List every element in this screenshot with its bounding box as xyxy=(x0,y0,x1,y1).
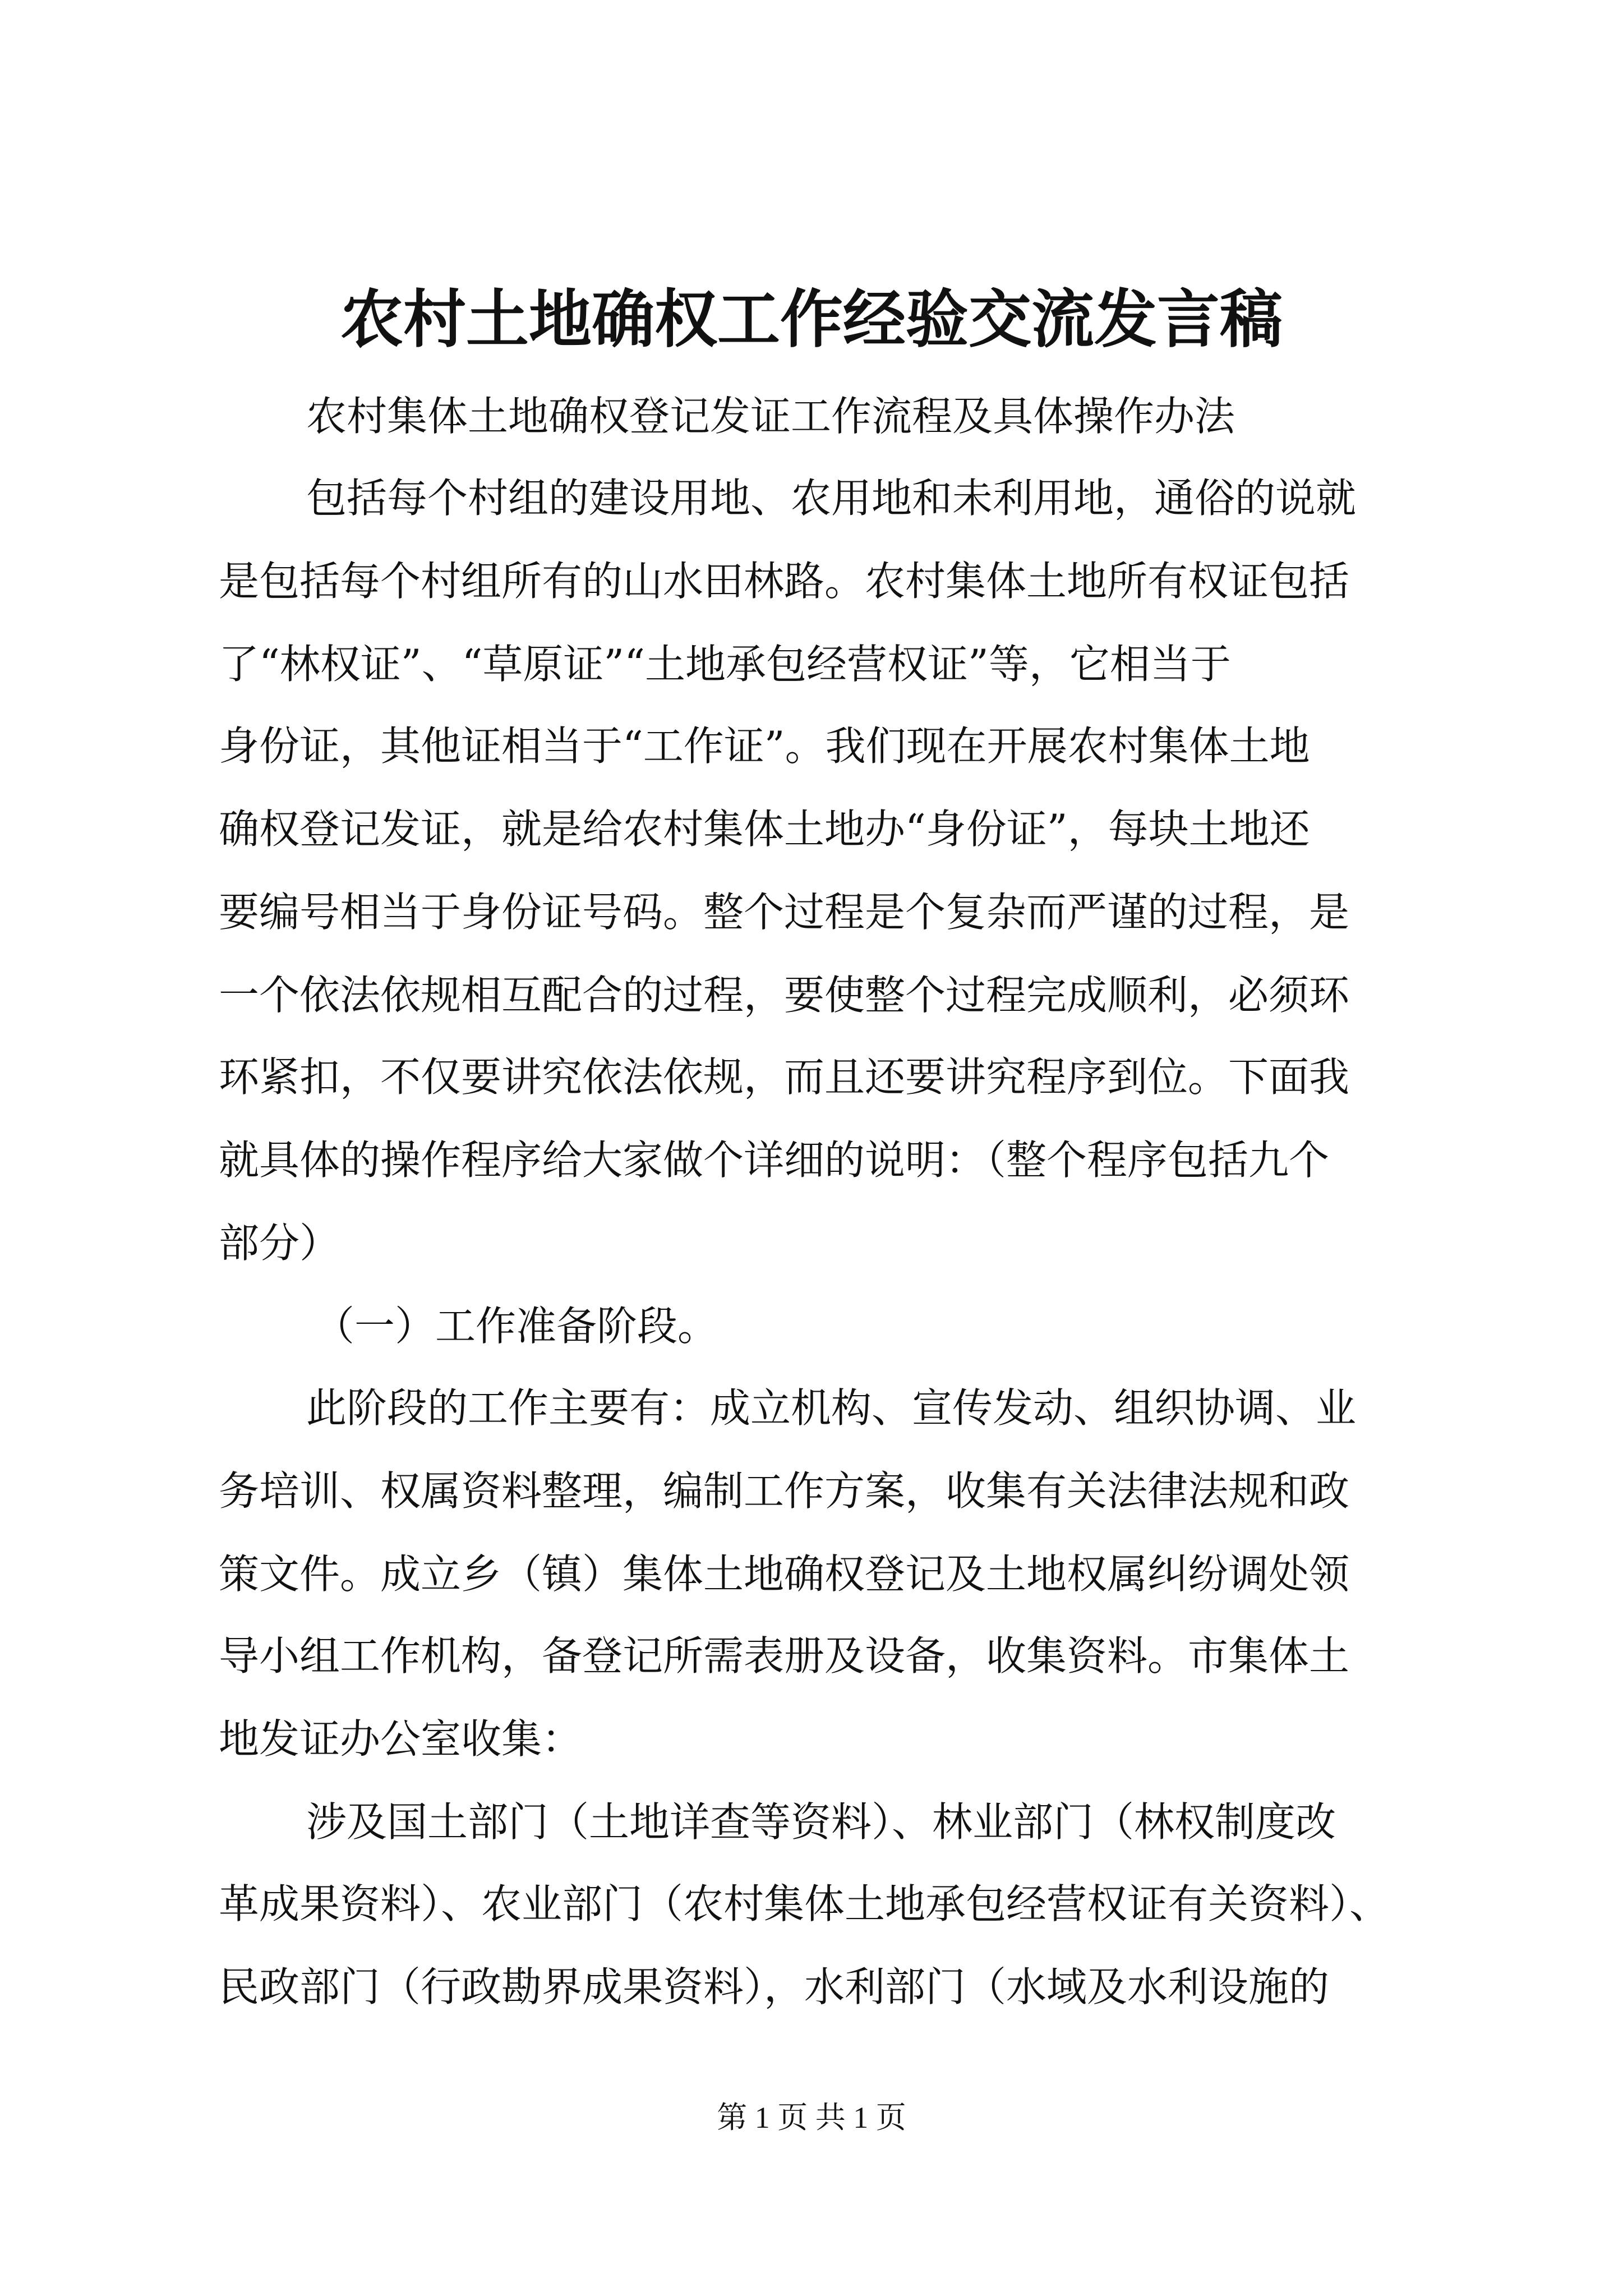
paragraph-line: 民政部门（行政勘界成果资料），水利部门（水域及水利设施的 xyxy=(219,1963,1330,2010)
paragraph-line: 身份证，其他证相当于“工作证”。我们现在开展农村集体土地 xyxy=(219,723,1310,770)
paragraph-line: 是包括每个村组所有的山水田林路。农村集体土地所有权证包括 xyxy=(219,558,1350,605)
page-footer: 第 1 页 共 1 页 xyxy=(717,2101,906,2134)
paragraph-line: 要编号相当于身份证号码。整个过程是个复杂而严谨的过程，是 xyxy=(219,889,1350,936)
paragraph-line: 革成果资料）、农业部门（农村集体土地承包经营权证有关资料）、 xyxy=(219,1880,1390,1927)
document-subtitle: 农村集体土地确权登记发证工作流程及具体操作办法 xyxy=(306,393,1235,440)
paragraph-line: 一个依法依规相互配合的过程，要使整个过程完成顺利，必须环 xyxy=(219,972,1350,1019)
paragraph-line: 导小组工作机构，备登记所需表册及设备，收集资料。市集体土 xyxy=(219,1632,1350,1680)
paragraph-line: 部分） xyxy=(219,1220,340,1267)
paragraph-line: 就具体的操作程序给大家做个详细的说明：（整个程序包括九个 xyxy=(219,1137,1330,1184)
paragraph-line: 环紧扣，不仅要讲究依法依规，而且还要讲究程序到位。下面我 xyxy=(219,1053,1350,1101)
paragraph-line: 此阶段的工作主要有：成立机构、宣传发动、组织协调、业 xyxy=(306,1384,1357,1432)
section-heading: （一）工作准备阶段。 xyxy=(314,1303,718,1350)
paragraph-line: 了“林权证”、“草原证”“土地承包经营权证”等，它相当于 xyxy=(219,641,1231,688)
page-title: 农村土地确权工作经验交流发言稿 xyxy=(340,283,1283,356)
paragraph-line: 务培训、权属资料整理，编制工作方案，收集有关法律法规和政 xyxy=(219,1467,1350,1515)
paragraph-line: 包括每个村组的建设用地、农用地和未利用地，通俗的说就 xyxy=(306,475,1357,522)
paragraph-line: 地发证办公室收集： xyxy=(219,1715,583,1763)
paragraph-line: 确权登记发证，就是给农村集体土地办“身份证”，每块土地还 xyxy=(219,806,1310,853)
paragraph-line: 策文件。成立乡（镇）集体土地确权登记及土地权属纠纷调处领 xyxy=(219,1550,1350,1598)
paragraph-line: 涉及国土部门（土地详查等资料）、林业部门（林权制度改 xyxy=(306,1798,1336,1846)
